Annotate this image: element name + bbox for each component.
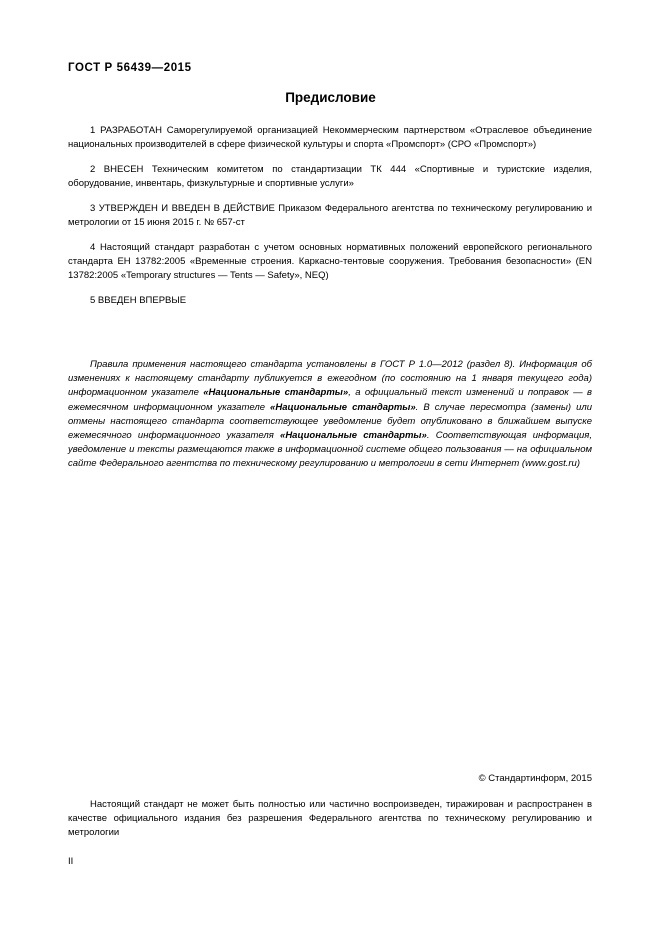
notice-bold-3: «Национальные стандарты» xyxy=(280,430,427,442)
clause-item-1: 1 РАЗРАБОТАН Саморегулируемой организацией Некоммерческим партнерством «Отраслевое объединение национальных производителей в сфере физической культуры и спорта «Промспорт» (СРО «Промспорт») xyxy=(68,125,592,150)
clause-item-2: 2 ВНЕСЕН Техническим комитетом по стандартизации ТК 444 «Спортивные и туристские изделия, оборудование, инвентарь, физкультурные и спортивные услуги» xyxy=(68,164,592,189)
notice-bold-2: «Национальные стандарты» xyxy=(270,401,416,413)
notice-bold-1: «Национальные стандарты» xyxy=(203,387,349,399)
page-title: Предисловие xyxy=(285,90,376,105)
notice-text-2: , а официальный текст изменений и поправок — в ежемесячном информационном указателе xyxy=(68,387,592,413)
application-rules-notice xyxy=(68,358,592,472)
notice-text-1: Правила применения настоящего стандарта установлены в ГОСТ Р 1.0—2012 (раздел 8). Информация об изменениях к настоящему стандарту публикуется в ежегодном (по состоянию на 1 января текущего года) информационном указателе xyxy=(68,359,592,399)
copyright-line: © Стандартинформ, 2015 xyxy=(478,773,592,784)
clause-item-3: 3 УТВЕРЖДЕН И ВВЕДЕН В ДЕЙСТВИЕ Приказом Федерального агентства по техническому регулированию и метрологии от 15 июня 2015 г. № 657-ст xyxy=(68,203,592,228)
clause-list xyxy=(68,124,592,319)
page-number: II xyxy=(68,856,74,867)
notice-text-3: . В случае пересмотра (замены) или отмены настоящего стандарта соответствующее уведомление будет опубликовано в ближайшем выпуске ежемесячного информационного указателя xyxy=(68,401,592,442)
reproduction-notice: Настоящий стандарт не может быть полностью или частично воспроизведен, тиражирован и распространен в качестве официального издания без разрешения Федерального агентства по техническому регулированию и метрологии xyxy=(68,799,592,838)
clause-item-4: 4 Настоящий стандарт разработан с учетом основных нормативных положений европейского регионального стандарта EH 13782:2005 «Временные строения. Каркасно-тентовые сооружения. Требования безопасности» (EN 13782:2005 «Temporary structures — Tents — Safety», NEQ) xyxy=(68,242,592,281)
notice-text-4: . Соответствующая информация, уведомление и тексты размещаются также в информационной системе общего пользования — на официальном сайте Федерального агентства по техническому регулированию и метрологии в сети Интернет (www.gost.ru) xyxy=(68,430,593,470)
standard-code: ГОСТ Р 56439—2015 xyxy=(68,62,192,74)
clause-item-5: 5 ВВЕДЕН ВПЕРВЫЕ xyxy=(90,295,187,306)
